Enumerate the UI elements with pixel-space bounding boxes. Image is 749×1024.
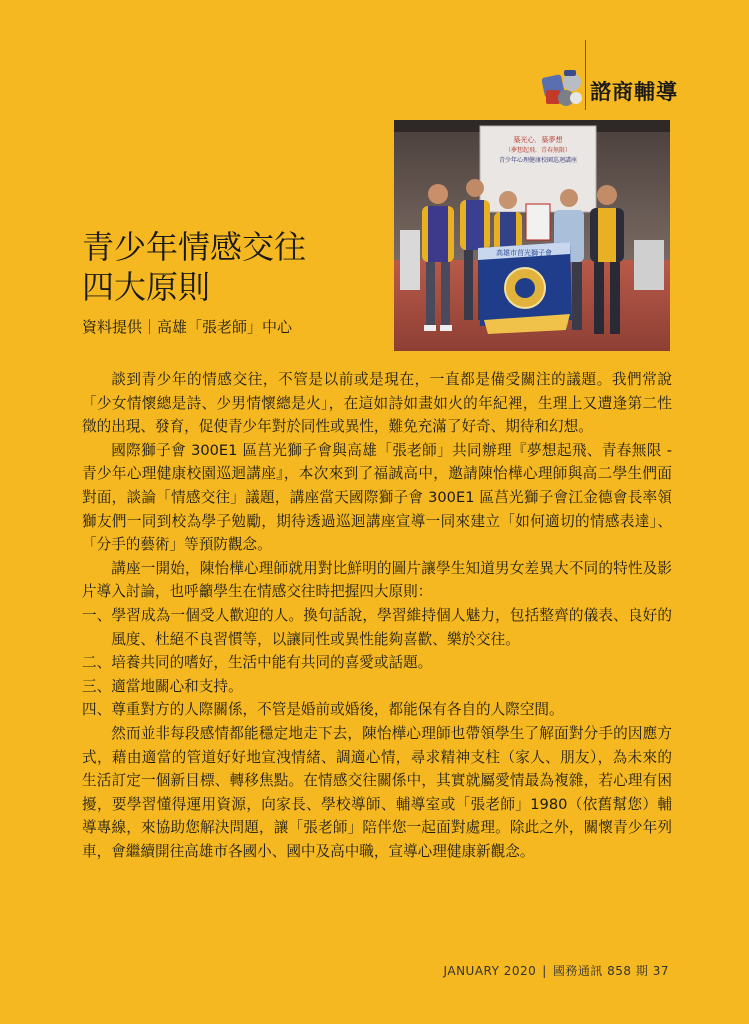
principle-2: 二、培養共同的嗜好，生活中能有共同的喜愛或話題。 [82, 654, 433, 672]
footer-publication: 國務通訊 858 期 [552, 964, 649, 978]
page-footer [444, 962, 669, 979]
paragraph-lecture-start: 講座一開始，陳怡樺心理師就用對比鮮明的圖片讓學生知道男女差異大不同的特性及影片導入討論，也呼籲學生在情感交往時把握四大原則： [82, 559, 672, 601]
principle-1: 一、學習成為一個受人歡迎的人。換句話說，學習維持個人魅力，包括整齊的儀表、良好的風度、杜絕不良習慣等，以讓同性或異性能夠喜歡、樂於交往。 [82, 606, 672, 648]
footer-separator: | [542, 964, 547, 978]
principle-3: 三、適當地關心和支持。 [82, 677, 243, 695]
footer-page-number: 37 [652, 964, 669, 978]
footer-date: JANUARY 2020 [443, 964, 537, 978]
paragraph-intro: 談到青少年的情感交往，不管是以前或是現在，一直都是備受關注的議題。我們常說「少女情懷總是詩、少男情懷總是火」，在這如詩如畫如火的年紀裡，生理上又遭逢第二性徵的出現、發育，促使青少年對於同性或異性，難免充滿了好奇、期待和幻想。 [82, 371, 672, 436]
event-photo [394, 120, 670, 351]
photo-banner-line2: （夢想起飛．青春無限） [504, 147, 572, 154]
section-divider [585, 40, 586, 110]
article-title-line-1: 青少年情感交往 [82, 228, 307, 266]
photo-banner-line3: 青少年心理健康校園巡迴講座 [498, 157, 578, 164]
paragraph-conclusion: 然而並非每段感情都能穩定地走下去，陳怡樺心理師也帶領學生了解面對分手的因應方式，藉由適當的管道好好地宣洩情緒、調適心情，尋求精神支柱（家人、朋友），為未來的生活訂定一個新目標、轉移焦點。在情感交往關係中，其實就屬愛情最為複雜，若心理有困擾，要學習懂得運用資源，向家長、學校導師、輔導室或「張老師」1980（依舊幫您）輔導專線，來協助您解決問題，讓「張老師」陪伴您一起面對處理。除此之外，關懷青少年列車，會繼續開往高雄市各國小、國中及高中職，宣導心理健康新觀念。 [82, 724, 672, 860]
paragraph-event: 國際獅子會 300E1 區莒光獅子會與高雄「張老師」共同辦理『夢想起飛、青春無限 - 青少年心理健康校園巡迴講座』，本次來到了福誠高中，邀請陳怡樺心理師與高二學生們面對面，談論「情感交往」議題，講座當天國際獅子會 300E1 區莒光獅子會江金德會長率領獅友們一同到校為學子勉勵，期待透過巡迴講座宣導一同來建立「如何適切的情感表達」、「分手的藝術」等預防觀念。 [82, 441, 672, 554]
principle-4: 四、尊重對方的人際關係，不管是婚前或婚後，都能保有各自的人際空間。 [82, 701, 564, 719]
event-photo-illustration [394, 120, 670, 351]
article-credit: 資料提供｜高雄「張老師」中心 [82, 318, 293, 336]
photo-banner-line1: 築光心．築夢想 [513, 136, 563, 144]
article-title-line-2: 四大原則 [82, 268, 211, 306]
section-label: 諮商輔導 [590, 80, 678, 104]
article-body [82, 368, 672, 863]
article-title [82, 227, 306, 307]
photo-flag-text: 高雄市莒光獅子會 [496, 249, 552, 257]
counseling-logo-icon [542, 68, 584, 110]
